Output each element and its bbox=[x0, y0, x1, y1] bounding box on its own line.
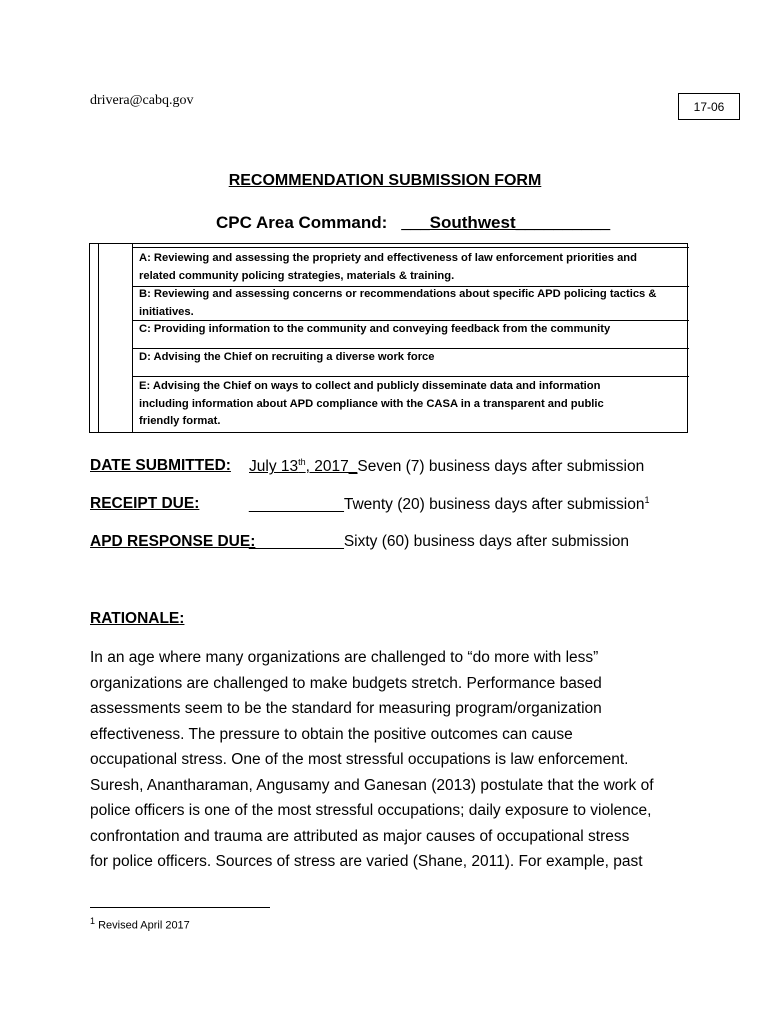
apd-response-due-note: Sixty (60) business days after submission bbox=[343, 533, 629, 550]
criterion-b bbox=[132, 286, 689, 321]
criterion-line: A: Reviewing and assessing the propriety and effectiveness of law enforcement priorities and bbox=[139, 252, 637, 264]
contact-email: drivera@cabq.gov bbox=[90, 93, 194, 108]
form-number: 17-06 bbox=[693, 99, 725, 114]
apd-response-due-value bbox=[249, 533, 629, 551]
form-number-box bbox=[678, 93, 740, 120]
area-command bbox=[216, 213, 610, 233]
criterion-line: D: Advising the Chief on recruiting a diverse work force bbox=[139, 351, 435, 363]
area-command-value: ___Southwest__________ bbox=[401, 213, 611, 232]
rationale-line: for police officers. Sources of stress are varied (Shane, 2011). For example, past bbox=[90, 853, 643, 870]
rationale-line: In an age where many organizations are challenged to “do more with less” bbox=[90, 649, 599, 666]
criterion-line: friendly format. bbox=[139, 415, 221, 427]
receipt-due-note: Twenty (20) business days after submission bbox=[343, 496, 645, 514]
rationale-line: Suresh, Anantharaman, Angusamy and Ganesan (2013) postulate that the work of bbox=[90, 776, 654, 794]
rationale-body bbox=[90, 645, 690, 875]
criterion-line: C: Providing information to the community and conveying feedback from the community bbox=[139, 323, 611, 335]
footnote-rule bbox=[90, 907, 270, 908]
date-submitted-note: Seven (7) business days after submission bbox=[357, 458, 645, 476]
apd-response-due-blank: ___________ bbox=[249, 533, 344, 550]
criterion-line: B: Reviewing and assessing concerns or recommendations about specific APD policing tactics & bbox=[139, 288, 657, 300]
footnote bbox=[90, 916, 190, 932]
rationale-line: police officers is one of the most stressful occupations; daily exposure to violence, bbox=[90, 802, 652, 819]
apd-response-due-label: APD RESPONSE DUE: bbox=[90, 533, 256, 550]
footnote-ref: 1 bbox=[644, 495, 650, 505]
rationale-line: confrontation and trauma are attributed as major causes of occupational stress bbox=[90, 827, 630, 845]
receipt-due-label: RECEIPT DUE: bbox=[90, 495, 200, 512]
criterion-a bbox=[132, 250, 689, 285]
date-submitted-year: , 2017_ bbox=[305, 458, 358, 476]
rationale-heading: RATIONALE: bbox=[90, 610, 185, 627]
rationale-line: organizations are challenged to make budgets stretch. Performance based bbox=[90, 674, 602, 692]
receipt-due-value bbox=[249, 495, 650, 514]
rationale-line: assessments seem to be the standard for measuring program/organization bbox=[90, 700, 602, 717]
criterion-line: including information about APD compliance with the CASA in a transparent and public bbox=[139, 397, 604, 410]
criterion-c bbox=[132, 321, 689, 339]
criterion-e bbox=[132, 378, 689, 431]
criterion-line: related community policing strategies, materials & training. bbox=[139, 269, 455, 282]
form-title: RECOMMENDATION SUBMISSION FORM bbox=[228, 172, 542, 189]
criterion-d bbox=[132, 349, 689, 367]
date-ordinal: th bbox=[298, 457, 306, 467]
grid-divider bbox=[98, 244, 99, 432]
receipt-due-blank: ___________ bbox=[249, 496, 344, 514]
rationale-line: occupational stress. One of the most stressful occupations is law enforcement. bbox=[90, 751, 629, 768]
footnote-text: Revised April 2017 bbox=[95, 919, 190, 932]
footnote-marker: 1 bbox=[90, 916, 96, 926]
area-command-label: CPC Area Command: bbox=[216, 213, 388, 232]
row-divider bbox=[132, 247, 689, 248]
date-submitted-label: DATE SUBMITTED: bbox=[90, 457, 231, 474]
criterion-line: E: Advising the Chief on ways to collect and publicly disseminate data and information bbox=[139, 380, 601, 392]
criterion-line: initiatives. bbox=[139, 305, 194, 318]
row-divider bbox=[132, 376, 689, 377]
date-submitted-value bbox=[249, 457, 644, 476]
rationale-line: effectiveness. The pressure to obtain the positive outcomes can cause bbox=[90, 725, 573, 743]
date-submitted-date: July 13 bbox=[249, 458, 299, 476]
